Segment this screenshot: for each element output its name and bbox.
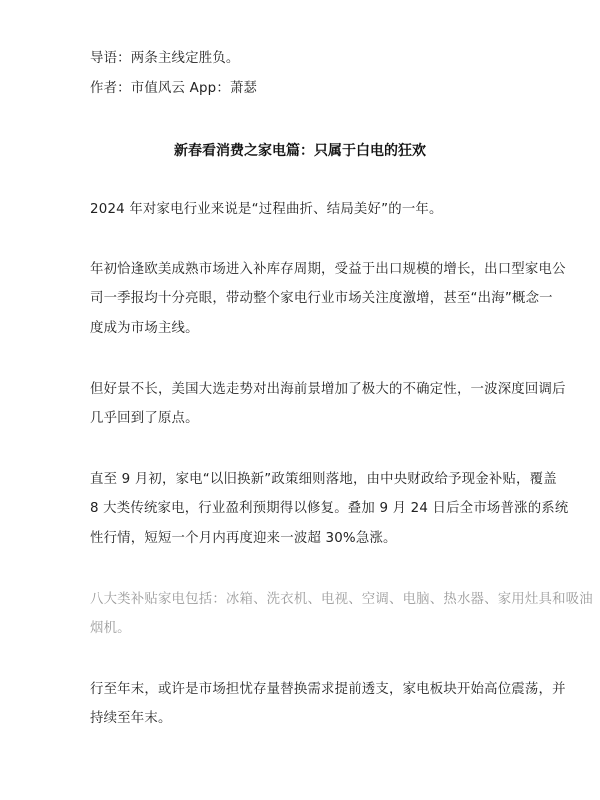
paragraph-line: 几乎回到了原点。 (90, 411, 199, 426)
paragraph-line: 年初恰逢欧美成熟市场进入补库存周期，受益于出口规模的增长，出口型家电公 (90, 262, 566, 277)
note-line: 烟机。 (90, 621, 131, 636)
paragraph-line: 2024 年对家电行业来说是“过程曲折、结局美好”的一年。 (90, 202, 443, 217)
article-title: 新春看消费之家电篇：只属于白电的狂欢 (174, 143, 426, 159)
paragraph-line: 持续至年末。 (90, 711, 172, 726)
paragraph-line: 行至年末，或许是市场担忧存量替换需求提前透支，家电板块开始高位震荡，并 (90, 682, 566, 697)
paragraph-line: 8 大类传统家电，行业盈利预期得以修复。叠加 9 月 24 日后全市场普涨的系统 (90, 501, 569, 516)
note-line: 八大类补贴家电包括：冰箱、洗衣机、电视、空调、电脑、热水器、家用灶具和吸油 (90, 592, 593, 607)
article-lead: 导语：两条主线定胜负。 (90, 51, 240, 66)
paragraph-line: 度成为市场主线。 (90, 321, 199, 336)
paragraph-line: 直至 9 月初，家电“以旧换新”政策细则落地，由中央财政给予现金补贴，覆盖 (90, 472, 557, 487)
article-author: 作者：市值风云 App：萧瑟 (90, 81, 258, 96)
paragraph-line: 性行情，短短一个月内再度迎来一波超 30%急涨。 (90, 531, 397, 546)
paragraph-line: 但好景不长，美国大选走势对出海前景增加了极大的不确定性，一波深度回调后 (90, 382, 566, 397)
paragraph-line: 司一季报均十分亮眼，带动整个家电行业市场关注度激增，甚至“出海”概念一 (90, 291, 553, 306)
